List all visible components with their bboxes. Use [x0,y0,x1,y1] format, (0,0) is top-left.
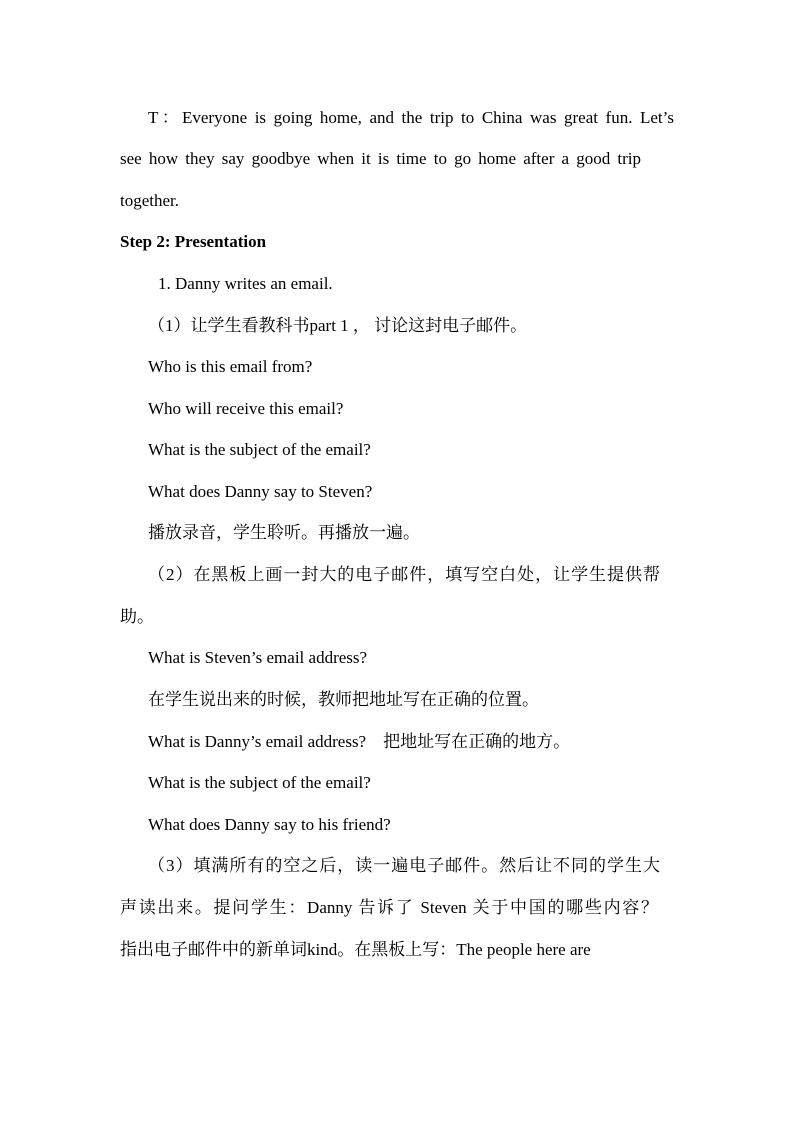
question-line: Who will receive this email? [148,399,344,418]
paragraph-line: 指出电子邮件中的新单词kind。在黑板上写：The people here are [120,940,591,959]
paragraph-line: 助。 [120,607,154,626]
question-line: What is Steven’s email address? [148,648,368,667]
question-line: What is Danny’s email address? 把地址写在正确的地方。 [148,732,571,751]
paragraph-line: 播放录音，学生聆听。再播放一遍。 [148,523,420,542]
paragraph-line: 声读出来。提问学生：Danny 告诉了 Steven 关于中国的哪些内容？ [120,898,658,917]
paragraph-line: （1）让学生看教科书part 1 ， 讨论这封电子邮件。 [148,316,528,335]
intro-line-3: together. [120,191,180,210]
question-line: What does Danny say to Steven? [148,482,373,501]
section-heading: Step 2: Presentation [120,232,267,251]
list-item: 1. Danny writes an email. [158,274,333,293]
intro-line-1: T：Everyone is going home, and the trip to China was great fun. Let’s [148,108,674,127]
question-line: What does Danny say to his friend? [148,815,391,834]
question-line: What is the subject of the email? [148,773,371,792]
intro-line-2: see how they say goodbye when it is time to go home after a good trip [120,149,641,168]
question-line: Who is this email from? [148,357,313,376]
paragraph-line: 在学生说出来的时候，教师把地址写在正确的位置。 [148,690,539,709]
question-line: What is the subject of the email? [148,440,371,459]
paragraph-line: （2）在黑板上画一封大的电子邮件，填写空白处，让学生提供帮 [148,565,660,584]
paragraph-line: （3）填满所有的空之后，读一遍电子邮件。然后让不同的学生大 [148,856,660,875]
